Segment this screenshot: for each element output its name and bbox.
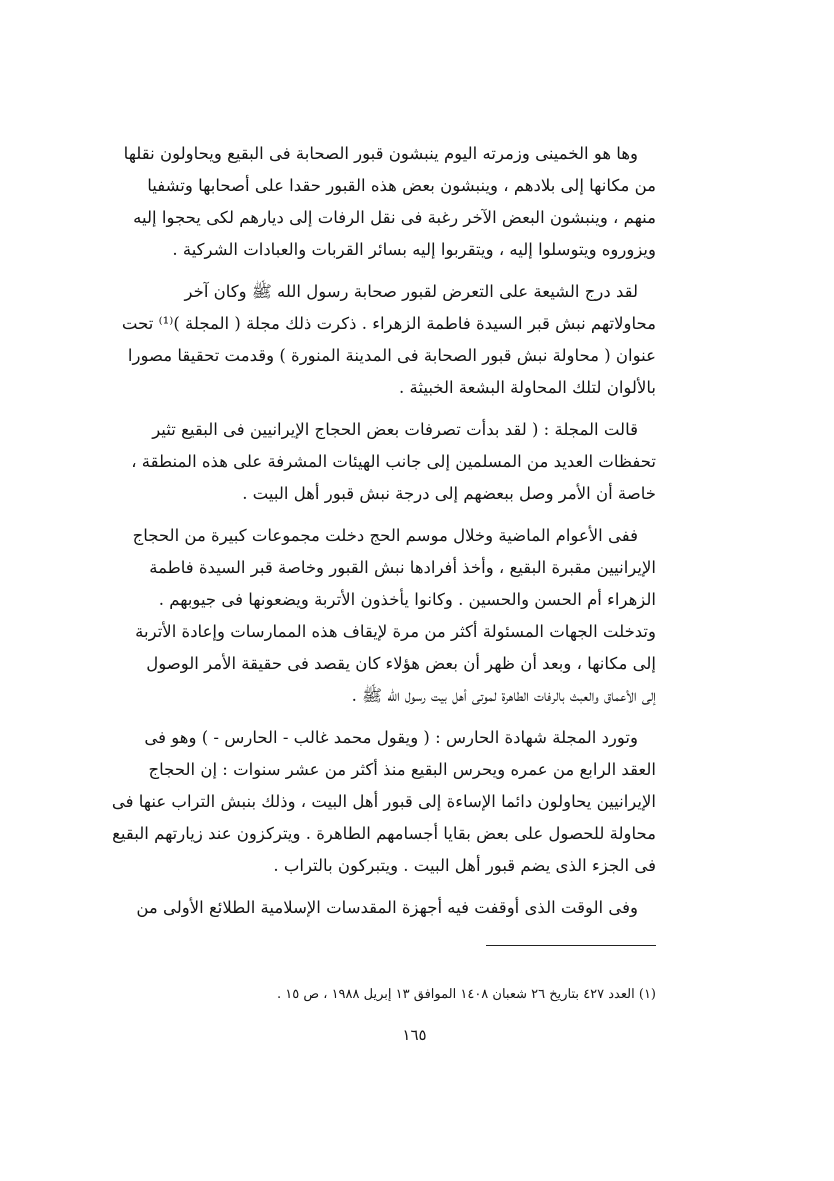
text-line: ففى الأعوام الماضية وخلال موسم الحج دخلت مجموعات كبيرة من الحجاج	[132, 526, 638, 545]
text-line: وها هو الخمينى وزمرته اليوم ينبشون قبور الصحابة فى البقيع ويحاولون نقلها	[123, 144, 638, 163]
footnote-divider	[486, 945, 656, 946]
paragraph-4	[132, 520, 656, 712]
text-line: الإيرانيين مقبرة البقيع ، وأخذ أفرادها نبش القبور وخاصة قبر السيدة فاطمة	[149, 558, 656, 577]
text-line: وتدخلت الجهات المسئولة أكثر من مرة لإيقاف هذه الممارسات وإعادة الأتربة	[135, 622, 656, 641]
text-line: وفى الوقت الذى أوقفت فيه أجهزة المقدسات الإسلامية الطلائع الأولى من	[136, 898, 638, 917]
paragraph-3	[131, 414, 656, 510]
text-line: بالألوان لتلك المحاولة البشعة الخبيثة .	[399, 378, 656, 397]
paragraph-5	[111, 722, 656, 882]
text-line: فى الجزء الذى يضم قبور أهل البيت . ويتبركون بالتراب .	[273, 856, 656, 875]
page-number: ١٦٥	[402, 1026, 427, 1044]
body-text	[111, 138, 656, 934]
book-page	[5, 0, 834, 1181]
text-line: الإيرانيين يحاولون دائما الإساءة إلى قبور أهل البيت ، وذلك بنبش التراب عنها فى	[111, 792, 656, 811]
text-line: الزهراء أم الحسن والحسين . وكانوا يأخذون الأتربة ويضعونها فى جيوبهم .	[158, 590, 656, 609]
footnote: (١) العدد ٤٢٧ بتاريخ ٢٦ شعبان ١٤٠٨ الموافق ١٣ إبريل ١٩٨٨ ، ص ١٥ .	[277, 987, 656, 1002]
paragraph-2	[121, 276, 656, 404]
text-line: خاصة أن الأمر وصل ببعضهم إلى درجة نبش قبور أهل البيت .	[242, 484, 656, 503]
text-line: محاولاتهم نبش قبر السيدة فاطمة الزهراء . ذكرت ذلك مجلة ( المجلة )⁽¹⁾ تحت	[121, 314, 656, 333]
text-line: من مكانها إلى بلادهم ، وينبشون بعض هذه القبور حقدا على أصحابها وتشفيا	[147, 176, 656, 195]
text-line: ويزوروه ويتوسلوا إليه ، ويتقربوا إليه بسائر القربات والعبادات الشركية .	[172, 240, 656, 259]
text-line: محاولة للحصول على بعض بقايا أجسامهم الطاهرة . ويتركزون عند زيارتهم البقيع	[112, 824, 656, 843]
paragraph-1	[123, 138, 656, 266]
text-line: لقد درج الشيعة على التعرض لقبور صحابة رسول الله ﷺ وكان آخر	[184, 282, 638, 301]
text-line: قالت المجلة : ( لقد بدأت تصرفات بعض الحجاج الإيرانيين فى البقيع تثير	[152, 420, 638, 439]
text-line: وتورد المجلة شهادة الحارس : ( ويقول محمد غالب - الحارس - ) وهو فى	[144, 728, 638, 747]
text-line: إلى الأعماق والعبث بالرفات الطاهرة لموتى أهل بيت رسول الله ﷺ .	[351, 686, 656, 705]
text-line: تحفظات العديد من المسلمين إلى جانب الهيئات المشرفة على هذه المنطقة ،	[131, 452, 656, 471]
text-line: عنوان ( محاولة نبش قبور الصحابة فى المدينة المنورة ) وقدمت تحقيقا مصورا	[127, 346, 656, 365]
text-line: إلى مكانها ، وبعد أن ظهر أن بعض هؤلاء كان يقصد فى حقيقة الأمر الوصول	[146, 654, 656, 673]
text-line: العقد الرابع من عمره ويحرس البقيع منذ أكثر من عشر سنوات : إن الحجاج	[148, 760, 656, 779]
paragraph-6	[136, 892, 656, 924]
text-line: منهم ، وينبشون البعض الآخر رغبة فى نقل الرفات إلى ديارهم لكى يحجوا إليه	[133, 208, 656, 227]
